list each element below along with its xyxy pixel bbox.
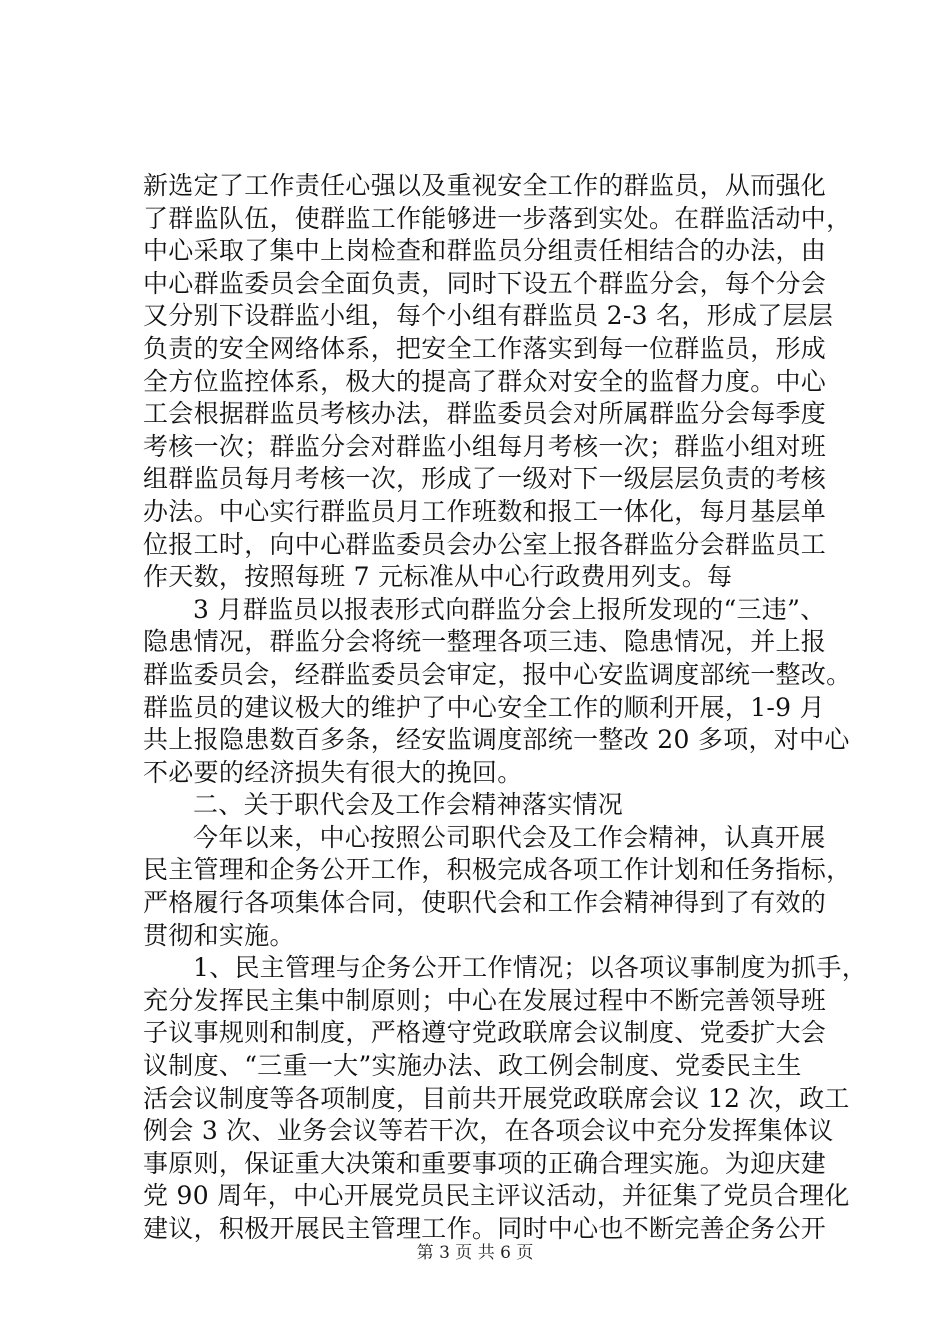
text-line: 今年以来，中心按照公司职代会及工作会精神，认真开展 bbox=[193, 822, 826, 852]
text-line: 隐患情况，群监分会将统一整理各项三违、隐患情况，并上报 bbox=[143, 627, 827, 657]
text-line: 建议，积极开展民主管理工作。同时中心也不断完善企务公开 bbox=[143, 1214, 827, 1243]
text-line: 了群监队伍，使群监工作能够进一步落到实处。在群监活动中， bbox=[143, 203, 852, 233]
text-line: 民主管理和企务公开工作，积极完成各项工作计划和任务指标， bbox=[143, 855, 852, 885]
text-line: 党 90 周年，中心开展党员民主评议活动，并征集了党员合理化 bbox=[143, 1181, 850, 1211]
text-line: 二、关于职代会及工作会精神落实情况 bbox=[193, 790, 624, 820]
text-line: 中心群监委员会全面负责，同时下设五个群监分会，每个分会 bbox=[143, 268, 827, 298]
text-line: 组群监员每月考核一次，形成了一级对下一级层层负责的考核 bbox=[143, 464, 827, 494]
text-line: 共上报隐患数百多条，经安监调度部统一整改 20 多项，对中心 bbox=[143, 725, 850, 755]
text-line: 全方位监控体系，极大的提高了群众对安全的监督力度。中心 bbox=[143, 366, 827, 396]
text-line: 事原则，保证重大决策和重要事项的正确合理实施。为迎庆建 bbox=[143, 1148, 827, 1178]
text-line: 办法。中心实行群监员月工作班数和报工一体化，每月基层单 bbox=[143, 496, 827, 526]
text-line: 贯彻和实施。 bbox=[143, 920, 295, 950]
text-line: 不必要的经济损失有很大的挽回。 bbox=[143, 757, 523, 787]
text-line: 又分别下设群监小组，每个小组有群监员 2-3 名，形成了层层 bbox=[143, 301, 834, 331]
text-line: 负责的安全网络体系，把安全工作落实到每一位群监员，形成 bbox=[143, 333, 827, 363]
text-line: 群监委员会，经群监委员会审定，报中心安监调度部统一整改。 bbox=[143, 659, 852, 689]
text-line: 工会根据群监员考核办法，群监委员会对所属群监分会每季度 bbox=[143, 399, 827, 429]
page-footer: 第 3 页 共 6 页 bbox=[416, 1243, 534, 1263]
text-line: 中心采取了集中上岗检查和群监员分组责任相结合的办法，由 bbox=[143, 236, 827, 266]
text-line: 子议事规则和制度，严格遵守党政联席会议制度、党委扩大会 bbox=[143, 1018, 827, 1048]
text-line: 充分发挥民主集中制原则；中心在发展过程中不断完善领导班 bbox=[143, 985, 827, 1015]
document-body bbox=[143, 170, 868, 1246]
text-line: 考核一次；群监分会对群监小组每月考核一次；群监小组对班 bbox=[143, 431, 827, 461]
text-line: 3 月群监员以报表形式向群监分会上报所发现的“三违”、 bbox=[193, 594, 826, 624]
text-line: 1、民主管理与企务公开工作情况；以各项议事制度为抓手， bbox=[193, 953, 868, 983]
text-line: 议制度、“三重一大”实施办法、政工例会制度、党委民主生 bbox=[143, 1051, 802, 1081]
text-line: 例会 3 次、业务会议等若干次，在各项会议中充分发挥集体议 bbox=[143, 1116, 834, 1146]
text-line: 新选定了工作责任心强以及重视安全工作的群监员，从而强化 bbox=[143, 171, 827, 200]
text-line: 严格履行各项集体合同，使职代会和工作会精神得到了有效的 bbox=[143, 888, 827, 918]
text-line: 位报工时，向中心群监委员会办公室上报各群监分会群监员工 bbox=[143, 529, 827, 559]
text-line: 活会议制度等各项制度，目前共开展党政联席会议 12 次，政工 bbox=[143, 1083, 850, 1113]
text-line: 群监员的建议极大的维护了中心安全工作的顺利开展，1-9 月 bbox=[143, 692, 825, 722]
text-line: 作天数，按照每班 7 元标准从中心行政费用列支。每 bbox=[143, 562, 733, 592]
